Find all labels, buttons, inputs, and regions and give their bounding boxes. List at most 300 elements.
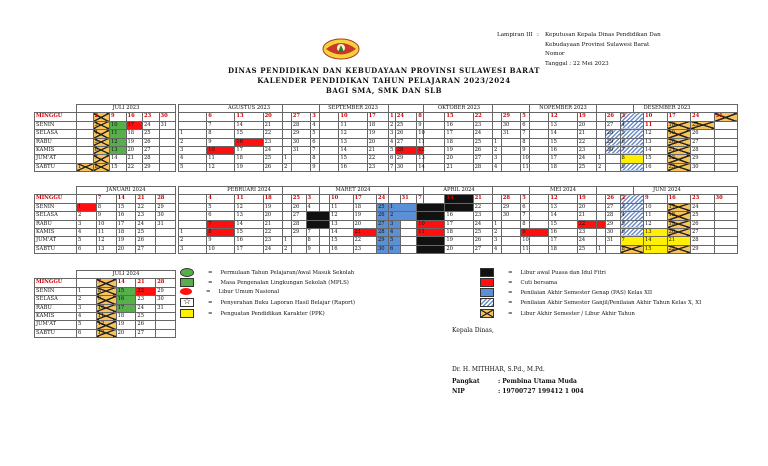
day-label: SABTU <box>35 163 77 171</box>
date-cell: 9 <box>110 113 127 121</box>
date-cell: 12 <box>330 212 354 220</box>
date-cell: 12 <box>207 163 235 171</box>
date-cell: 18 <box>116 228 136 236</box>
date-cell: 5 <box>311 130 339 138</box>
date-cell: 5 <box>207 203 235 211</box>
date-cell <box>714 212 738 220</box>
date-cell: 9 <box>96 296 116 304</box>
date-cell: 24 <box>136 304 156 312</box>
signature-name: Dr. H. MITHHAR, S.Pd., M.Pd. <box>452 366 545 373</box>
date-cell: 6 <box>306 220 330 228</box>
date-cell <box>714 203 738 211</box>
signature-place: Kepala Dinas, <box>452 327 494 334</box>
date-cell <box>283 220 307 228</box>
date-cell <box>597 121 621 129</box>
date-cell: 24 <box>691 113 715 121</box>
date-cell: 28 <box>156 195 176 203</box>
date-cell: 21 <box>136 279 156 287</box>
date-cell: 12 <box>644 130 668 138</box>
date-cell: 3 <box>389 220 417 228</box>
title-school-types: BAGI SMA, SMK DAN SLB <box>325 86 443 95</box>
date-cell: 28 <box>377 228 401 236</box>
date-cell: 6 <box>77 329 97 337</box>
date-cell: 1 <box>77 163 94 171</box>
date-cell: 6 <box>389 155 417 163</box>
legend-label: Libur awal Puasa dan Idul Fitri <box>520 269 606 276</box>
date-cell: 5 <box>521 113 549 121</box>
date-cell <box>77 155 94 163</box>
date-cell: 22 <box>353 237 377 245</box>
date-cell: 10 <box>330 195 354 203</box>
day-label: JUM'AT <box>35 237 77 245</box>
date-cell: 13 <box>339 138 367 146</box>
date-cell: 11 <box>330 203 354 211</box>
date-cell: 5 <box>306 212 330 220</box>
date-cell: 22 <box>473 203 501 211</box>
date-cell <box>597 138 621 146</box>
date-cell: 16 <box>235 138 263 146</box>
date-cell: 5 <box>620 220 644 228</box>
date-cell: 3 <box>306 195 330 203</box>
date-cell <box>77 146 94 154</box>
date-cell: 2 <box>283 245 307 253</box>
date-cell <box>714 245 738 253</box>
date-cell: 10 <box>521 155 549 163</box>
day-label: RABU <box>35 138 77 146</box>
date-cell: 17 <box>235 146 263 154</box>
day-label: KAMIS <box>35 146 77 154</box>
day-label: JUM'AT <box>35 155 77 163</box>
date-cell: 4 <box>389 228 417 236</box>
date-cell: 4 <box>306 203 330 211</box>
date-cell <box>156 237 176 245</box>
day-label: SABTU <box>35 329 77 337</box>
date-cell: 19 <box>667 130 691 138</box>
date-cell <box>156 329 176 337</box>
date-cell <box>179 220 207 228</box>
month-calendar <box>596 104 738 172</box>
date-cell: 20 <box>126 146 143 154</box>
date-cell: 11 <box>521 163 549 171</box>
date-cell: 18 <box>263 195 291 203</box>
date-cell: 12 <box>339 130 367 138</box>
date-cell: 2 <box>493 146 521 154</box>
date-cell: 26 <box>691 130 715 138</box>
legend-item <box>180 309 325 318</box>
date-cell: 12 <box>549 113 577 121</box>
date-cell: 24 <box>577 237 605 245</box>
date-cell: 14 <box>235 220 263 228</box>
date-cell: 25 <box>263 155 291 163</box>
date-cell: 17 <box>549 237 577 245</box>
date-cell: 10 <box>521 237 549 245</box>
date-cell: 12 <box>417 237 445 245</box>
date-cell <box>179 121 207 129</box>
date-cell: 28 <box>473 163 501 171</box>
date-cell: 22 <box>263 228 291 236</box>
date-cell: 8 <box>96 287 116 295</box>
date-cell: 23 <box>691 195 715 203</box>
date-cell: 15 <box>116 287 136 295</box>
date-cell: 25 <box>136 228 156 236</box>
date-cell: 16 <box>126 113 143 121</box>
date-cell: 31 <box>156 220 176 228</box>
date-cell: 20 <box>353 220 377 228</box>
date-cell: 27 <box>291 113 319 121</box>
date-cell <box>597 203 621 211</box>
lampiran-key <box>497 41 537 51</box>
date-cell: 22 <box>367 155 395 163</box>
date-cell: 28 <box>156 279 176 287</box>
date-cell <box>493 121 521 129</box>
date-cell: 8 <box>417 113 445 121</box>
date-cell: 27 <box>143 146 160 154</box>
date-cell: 19 <box>116 237 136 245</box>
date-cell: 21 <box>353 228 377 236</box>
legend-label: Penguatan Pendidikan Karakter (PPK) <box>220 310 325 317</box>
date-cell: 13 <box>549 121 577 129</box>
day-label: RABU <box>35 220 77 228</box>
date-cell: 31 <box>605 237 633 245</box>
date-cell <box>714 155 738 163</box>
day-label: KAMIS <box>35 312 77 320</box>
date-cell: 17 <box>445 220 473 228</box>
date-cell: 16 <box>549 146 577 154</box>
date-cell: 21 <box>136 195 156 203</box>
date-cell: 29 <box>501 113 529 121</box>
date-cell: 26 <box>143 138 160 146</box>
date-cell: 5 <box>620 130 644 138</box>
date-cell: 17 <box>116 304 136 312</box>
date-cell: 7 <box>306 228 330 236</box>
date-cell: 30 <box>377 245 401 253</box>
date-cell <box>283 228 307 236</box>
date-cell: 6 <box>207 113 235 121</box>
date-cell <box>597 195 621 203</box>
date-cell: 8 <box>93 163 110 171</box>
date-cell: 30 <box>156 296 176 304</box>
date-cell <box>77 113 94 121</box>
date-cell: 15 <box>235 228 263 236</box>
date-cell: 4 <box>620 212 644 220</box>
date-cell: 19 <box>577 113 605 121</box>
date-cell: 2 <box>389 121 417 129</box>
date-cell: 27 <box>136 245 156 253</box>
date-cell: 23 <box>473 121 501 129</box>
date-cell: 6 <box>77 245 97 253</box>
date-cell: 15 <box>235 130 263 138</box>
month-name: PEBRUARI 2024 <box>179 187 320 195</box>
date-cell: 27 <box>473 155 501 163</box>
date-cell: 4 <box>77 312 97 320</box>
lampiran-value: Nomor <box>545 51 565 58</box>
date-cell: 2 <box>77 296 97 304</box>
month-name: JULI 2023 <box>77 105 176 113</box>
date-cell: 1 <box>389 113 417 121</box>
date-cell <box>493 212 521 220</box>
date-cell: 17 <box>445 130 473 138</box>
date-cell: 17 <box>549 155 577 163</box>
date-cell: 13 <box>417 155 445 163</box>
date-cell <box>597 113 621 121</box>
date-cell: 27 <box>136 329 156 337</box>
date-cell: 27 <box>605 203 633 211</box>
date-cell: 29 <box>291 130 319 138</box>
date-cell: 25 <box>377 203 401 211</box>
lampiran-value: Keputusan Kepala Dinas Pendidikan Dan <box>545 32 661 38</box>
date-cell: 16 <box>330 245 354 253</box>
legend-item <box>180 298 355 307</box>
date-cell: 9 <box>644 195 668 203</box>
date-cell: 21 <box>577 130 605 138</box>
date-cell: 13 <box>235 212 263 220</box>
month-calendar <box>34 186 176 254</box>
date-cell: 30 <box>714 195 738 203</box>
date-cell: 9 <box>306 245 330 253</box>
date-cell: 23 <box>577 228 605 236</box>
date-cell: 23 <box>143 113 160 121</box>
date-cell: 7 <box>93 155 110 163</box>
date-cell: 31 <box>159 121 176 129</box>
date-cell <box>156 228 176 236</box>
date-cell: 4 <box>77 228 97 236</box>
date-cell: 24 <box>263 245 291 253</box>
legend-equals: = <box>208 269 213 276</box>
date-cell: 12 <box>644 220 668 228</box>
date-cell: 3 <box>620 113 644 121</box>
date-cell: 31 <box>291 146 319 154</box>
date-cell: 4 <box>93 130 110 138</box>
date-cell: 4 <box>207 195 235 203</box>
date-cell: 7 <box>207 121 235 129</box>
legend-item <box>180 278 349 287</box>
date-cell: 30 <box>605 146 633 154</box>
date-cell: 15 <box>445 203 473 211</box>
date-cell <box>77 138 94 146</box>
date-cell: 17 <box>667 113 691 121</box>
month-name: JANUARI 2024 <box>77 187 176 195</box>
date-cell: 12 <box>96 321 116 329</box>
day-label: SABTU <box>35 245 77 253</box>
date-cell: 7 <box>417 195 445 203</box>
date-cell: 17 <box>116 220 136 228</box>
date-cell: 16 <box>445 212 473 220</box>
legend-equals: = <box>508 289 513 296</box>
date-cell: 29 <box>156 287 176 295</box>
date-cell: 10 <box>207 245 235 253</box>
date-cell: 14 <box>644 146 668 154</box>
date-cell: 30 <box>159 113 176 121</box>
date-cell: 14 <box>330 228 354 236</box>
legend-item <box>480 298 701 307</box>
date-cell <box>283 121 311 129</box>
date-cell: 23 <box>136 296 156 304</box>
date-cell: 10 <box>644 203 668 211</box>
date-cell: 19 <box>667 220 691 228</box>
legend-swatch-icon <box>180 309 194 318</box>
date-cell: 23 <box>353 245 377 253</box>
date-cell: 7 <box>207 220 235 228</box>
date-cell: 9 <box>417 121 445 129</box>
month-name: MEI 2024 <box>493 187 634 195</box>
date-cell: 27 <box>291 212 319 220</box>
date-cell: 14 <box>549 130 577 138</box>
date-cell: 9 <box>521 146 549 154</box>
day-label: SELASA <box>35 212 77 220</box>
date-cell: 5 <box>77 321 97 329</box>
date-cell: 14 <box>116 279 136 287</box>
month-name: APRIL 2024 <box>389 187 530 195</box>
date-cell: 29 <box>605 138 633 146</box>
date-cell: 6 <box>620 138 644 146</box>
date-cell: 25 <box>473 138 501 146</box>
date-cell: 26 <box>691 220 715 228</box>
date-cell: 19 <box>353 212 377 220</box>
date-cell: 4 <box>179 155 207 163</box>
date-cell: 26 <box>136 237 156 245</box>
date-cell: 12 <box>110 138 127 146</box>
day-label: SENIN <box>35 287 77 295</box>
date-cell: 25 <box>577 245 605 253</box>
date-cell: 25 <box>136 312 156 320</box>
date-cell: 7 <box>96 279 116 287</box>
legend-equals: = <box>508 279 513 286</box>
date-cell <box>77 121 94 129</box>
date-cell: 27 <box>377 220 401 228</box>
legend-equals: = <box>206 288 211 295</box>
date-cell: 3 <box>493 155 521 163</box>
day-label: SELASA <box>35 296 77 304</box>
day-label: SENIN <box>35 121 77 129</box>
date-cell: 12 <box>549 195 577 203</box>
date-cell: 22 <box>263 130 291 138</box>
date-cell: 1 <box>179 130 207 138</box>
date-cell: 21 <box>445 163 473 171</box>
date-cell: 15 <box>549 138 577 146</box>
legend-swatch-icon <box>180 268 194 277</box>
month-name: DESEMBER 2023 <box>597 105 738 113</box>
date-cell: 17 <box>235 245 263 253</box>
date-cell: 22 <box>667 155 691 163</box>
date-cell <box>283 203 307 211</box>
date-cell: 5 <box>77 237 97 245</box>
legend-item <box>480 288 652 297</box>
date-cell: 9 <box>620 163 644 171</box>
day-label: MINGGU <box>35 195 77 203</box>
date-cell: 24 <box>143 121 160 129</box>
date-cell: 5 <box>179 163 207 171</box>
date-cell: 23 <box>263 237 291 245</box>
date-cell: 16 <box>445 121 473 129</box>
date-cell: 30 <box>395 163 423 171</box>
date-cell: 21 <box>667 237 691 245</box>
date-cell: 21 <box>667 146 691 154</box>
date-cell: 20 <box>367 138 395 146</box>
date-cell: 21 <box>577 212 605 220</box>
date-cell: 26 <box>291 203 319 211</box>
legend-equals: = <box>508 310 513 317</box>
date-cell <box>389 195 417 203</box>
date-cell <box>597 130 621 138</box>
date-cell: 8 <box>96 203 116 211</box>
date-cell <box>179 113 207 121</box>
date-cell <box>283 138 311 146</box>
date-cell: 10 <box>96 220 116 228</box>
date-cell: 13 <box>644 228 668 236</box>
date-cell: 16 <box>235 237 263 245</box>
date-cell: 9 <box>207 237 235 245</box>
date-cell: 2 <box>620 195 644 203</box>
legend-label: Masa Pengenalan Lingkungan Sekolah (MPLS) <box>220 279 349 286</box>
legend-label: Libur Akhir Semester / Libur Akhir Tahun <box>520 310 635 317</box>
date-cell: 5 <box>93 138 110 146</box>
date-cell: 18 <box>667 121 691 129</box>
date-cell: 3 <box>77 220 97 228</box>
date-cell: 18 <box>353 203 377 211</box>
date-cell: 13 <box>110 146 127 154</box>
date-cell: 29 <box>156 203 176 211</box>
date-cell: 24 <box>691 203 715 211</box>
date-cell: 24 <box>473 220 501 228</box>
date-cell: 1 <box>389 203 417 211</box>
date-cell: 19 <box>263 203 291 211</box>
date-cell: 23 <box>667 163 691 171</box>
date-cell: 22 <box>577 220 605 228</box>
date-cell: 11 <box>235 195 263 203</box>
date-cell <box>714 237 738 245</box>
date-cell: 6 <box>620 228 644 236</box>
legend-swatch-icon <box>480 309 494 318</box>
date-cell <box>597 237 621 245</box>
date-cell <box>597 212 621 220</box>
date-cell: 19 <box>445 237 473 245</box>
date-cell: 10 <box>110 121 127 129</box>
date-cell: 18 <box>549 163 577 171</box>
date-cell: 26 <box>263 163 291 171</box>
date-cell: 11 <box>644 121 668 129</box>
date-cell: 20 <box>445 155 473 163</box>
date-cell: 31 <box>400 195 424 203</box>
day-label: KAMIS <box>35 228 77 236</box>
date-cell: 24 <box>473 130 501 138</box>
legend-item <box>180 268 354 277</box>
date-cell: 30 <box>156 212 176 220</box>
date-cell <box>77 279 97 287</box>
month-name: JUNI 2024 <box>597 187 738 195</box>
date-cell: 28 <box>691 237 715 245</box>
date-cell: 2 <box>389 212 417 220</box>
date-cell: 30 <box>291 138 319 146</box>
legend-label: Penilaian Akhir Semester Ganjil/Penilaian Akhir Tahun Kelas X, XI <box>520 299 702 306</box>
date-cell <box>156 245 176 253</box>
date-cell <box>493 130 521 138</box>
date-cell: 1 <box>597 155 621 163</box>
date-cell: 1 <box>179 228 207 236</box>
date-cell: 12 <box>417 146 445 154</box>
day-label: SENIN <box>35 203 77 211</box>
date-cell: 29 <box>395 155 423 163</box>
date-cell: 18 <box>126 130 143 138</box>
provincial-emblem-icon <box>318 34 364 64</box>
date-cell: 28 <box>605 212 633 220</box>
date-cell: 24 <box>136 220 156 228</box>
date-cell: 2 <box>179 138 207 146</box>
date-cell: 23 <box>367 163 395 171</box>
date-cell: 14 <box>644 237 668 245</box>
date-cell: 6 <box>93 146 110 154</box>
month-calendar <box>34 270 176 338</box>
date-cell: 27 <box>473 245 501 253</box>
